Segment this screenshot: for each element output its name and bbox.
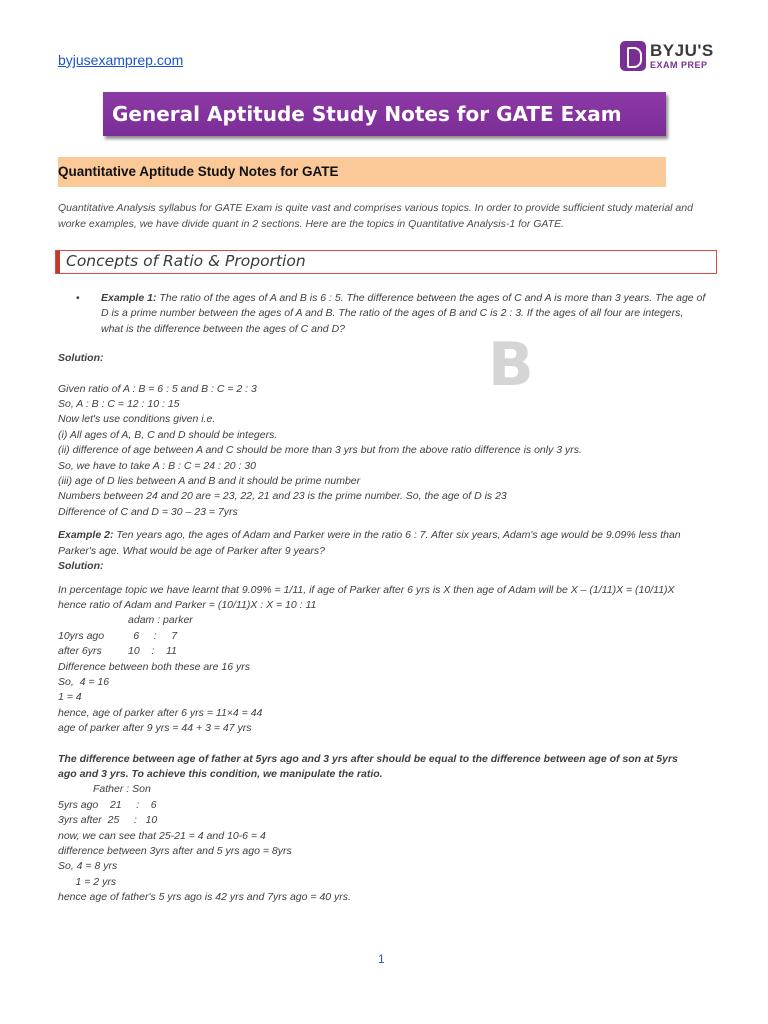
example-2-text: Parker's age. What would be age of Parker after 9 years? [58, 544, 325, 557]
page-number: 1 [378, 952, 385, 966]
solution-1-line: Difference of C and D = 30 – 23 = 7yrs [58, 505, 238, 518]
bullet-icon: • [76, 292, 80, 304]
solution-1-line: (ii) difference of age between A and C should be more than 3 yrs but from the above ratio difference is only 3 yrs. [58, 444, 582, 457]
note-line: So, 4 = 8 yrs [58, 860, 118, 873]
document-title-banner: General Aptitude Study Notes for GATE Exam [103, 92, 666, 136]
note-line: 3yrs after 25 : 10 [58, 814, 158, 827]
solution-2-line: hence ratio of Adam and Parker = (10/11)X : X = 10 : 11 [58, 598, 317, 611]
logo-name: BYJU'S [650, 41, 714, 60]
site-link[interactable]: byjusexamprep.com [58, 52, 184, 68]
solution-1-line: Now let's use conditions given i.e. [58, 413, 216, 426]
solution-2-line: after 6yrs 10 : 11 [58, 645, 177, 658]
bold-note-line: ago and 3 yrs. To achieve this condition, we manipulate the ratio. [58, 767, 383, 780]
solution-2-label: Solution: [58, 560, 104, 573]
example-1-label: Example 1: [101, 292, 157, 304]
example-1-text: D is a prime number between the ages of A and B. The ratio of the ages of B and C is 2 : 3. If the ages of all four are integers, [101, 307, 684, 320]
topic-heading-box [55, 250, 717, 274]
solution-2-line: age of parker after 9 yrs = 44 + 3 = 47 yrs [58, 722, 252, 735]
main-content [58, 291, 718, 906]
example-1 [58, 291, 718, 337]
topic-heading: Concepts of Ratio & Proportion [66, 252, 306, 270]
solution-1-line: (i) All ages of A, B, C and D should be integers. [58, 428, 278, 441]
byjus-logo-icon [620, 41, 646, 71]
watermark-glyph: B [488, 330, 534, 400]
solution-2-line: Difference between both these are 16 yrs [58, 660, 251, 673]
section-heading-bar [58, 157, 666, 187]
example-2-text: Ten years ago, the ages of Adam and Parker were in the ratio 6 : 7. After six years, Adam's age would be 9.09% less than [113, 529, 681, 542]
example-2 [58, 528, 718, 543]
intro-line: Quantitative Analysis syllabus for GATE Exam is quite vast and comprises various topics. In order to provide sufficient study material and [58, 202, 693, 214]
solution-2-line: 1 = 4 [58, 691, 82, 704]
section-heading: Quantitative Aptitude Study Notes for GATE [58, 164, 339, 179]
solution-1-line: So, we have to take A : B : C = 24 : 20 : 30 [58, 459, 256, 472]
note-line: hence age of father's 5 yrs ago is 42 yrs and 7yrs ago = 40 yrs. [58, 891, 351, 904]
note-line: difference between 3yrs after and 5 yrs ago = 8yrs [58, 845, 292, 857]
solution-2-line: adam : parker [58, 614, 193, 627]
note-line: 5yrs ago 21 : 6 [58, 798, 157, 811]
intro-line: worke examples, we have divide quant in 2 sections. Here are the topics in Quantitative Analysis-1 for GATE. [58, 218, 564, 230]
solution-1-line: (iii) age of D lies between A and B and it should be prime number [58, 475, 361, 488]
topic-heading-accent [56, 251, 60, 273]
bold-note-line: The difference between age of father at 5yrs ago and 3 yrs after should be equal to the difference between age of son at 5yrs [58, 752, 678, 765]
solution-1-line: Numbers between 24 and 20 are = 23, 22, 21 and 23 is the prime number. So, the age of D is 23 [58, 490, 507, 503]
byjus-exam-prep-logo [620, 40, 714, 72]
logo-subtitle: EXAM PREP [650, 60, 708, 70]
solution-1-label: Solution: [58, 352, 104, 365]
note-line: 1 = 2 yrs [58, 875, 117, 888]
solution-2-line: hence, age of parker after 6 yrs = 11×4 = 44 [58, 706, 263, 719]
solution-2-line: So, 4 = 16 [58, 675, 110, 688]
solution-1-line: So, A : B : C = 12 : 10 : 15 [58, 398, 180, 411]
example-1-text: The ratio of the ages of A and B is 6 : 5. The difference between the ages of C and A is more than 3 years. The age of [156, 292, 706, 304]
solution-2-line: In percentage topic we have learnt that 9.09% = 1/11, if age of Parker after 6 yrs is X then age of Adam will be X – (1/11)X = (10/11)X [58, 583, 675, 596]
note-line: now, we can see that 25-21 = 4 and 10-6 = 4 [58, 829, 266, 842]
solution-2-line: 10yrs ago 6 : 7 [58, 629, 178, 642]
example-2-label: Example 2: [58, 529, 114, 542]
solution-1-line: Given ratio of A : B = 6 : 5 and B : C = 2 : 3 [58, 382, 257, 395]
note-line: Father : Son [58, 783, 151, 796]
example-1-text: what is the difference between the ages of C and D? [101, 322, 345, 335]
intro-paragraph [58, 200, 718, 232]
